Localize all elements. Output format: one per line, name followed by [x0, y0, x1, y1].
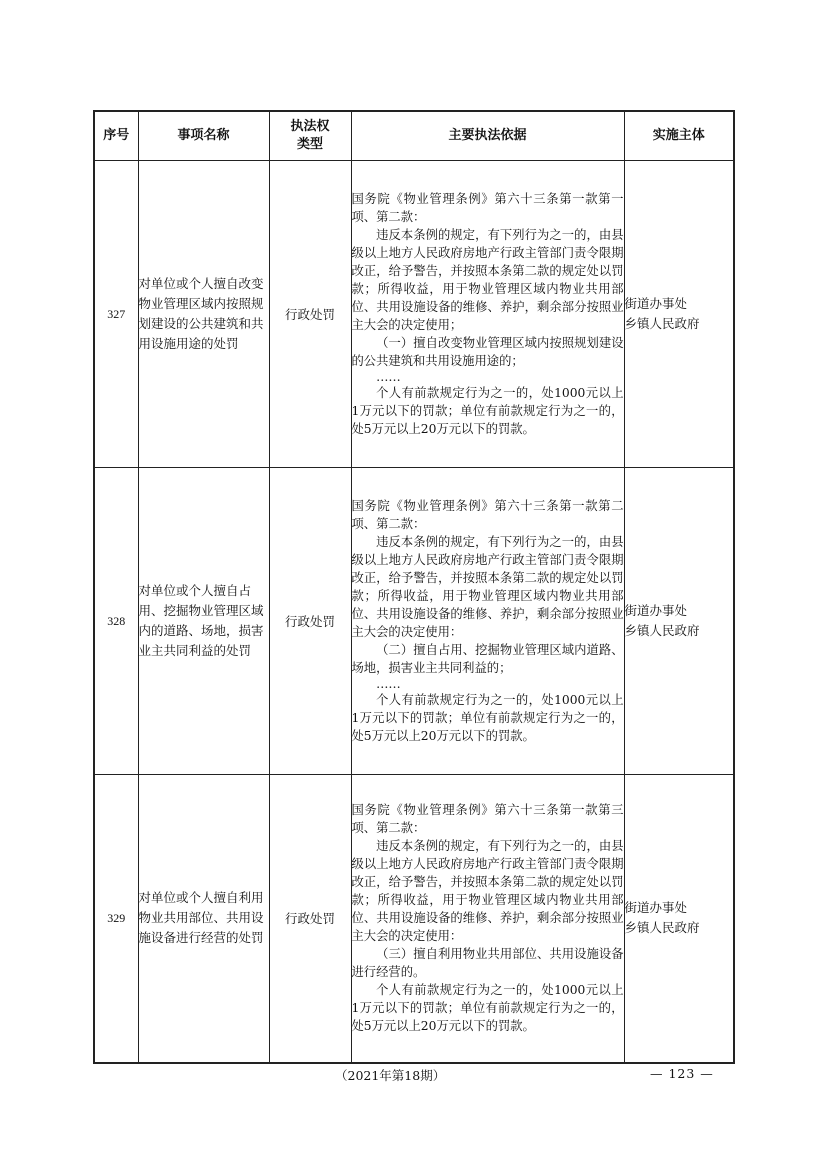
header-basis: 主要执法依据	[351, 111, 624, 161]
row-agency	[624, 468, 734, 775]
issue-number: （2021年第18期）	[335, 1068, 446, 1083]
basis-item: （二）擅自占用、挖掘物业管理区域内道路、场地，损害业主共同利益的；	[351, 643, 624, 675]
agency-line1: 街道办事处	[624, 603, 688, 618]
basis-item: （一）擅自改变物业管理区域内按照规划建设的公共建筑和共用设施用途的；	[351, 336, 624, 368]
basis-citation: 国务院《物业管理条例》第六十三条第一款第一项、第二款：	[351, 192, 624, 224]
row-item-name: 对单位或个人擅自利用物业共用部位、共用设施设备进行经营的处罚	[138, 775, 269, 1063]
table-row	[94, 161, 734, 468]
header-type-line2: 类型	[296, 137, 323, 152]
basis-ellipsis: ……	[376, 370, 401, 384]
basis-clause: 违反本条例的规定，有下列行为之一的，由县级以上地方人民政府房地产行政主管部门责令限期改正，给予警告，并按照本条第二款的规定处以罚款；所得收益，用于物业管理区域内物业共用部位、共用设施设备的维修、养护，剩余部分按照业主大会的决定使用：	[351, 535, 624, 639]
enforcement-table	[93, 110, 735, 1064]
basis-penalty: 个人有前款规定行为之一的，处1000元以上1万元以下的罚款；单位有前款规定行为之一的，处5万元以上20万元以下的罚款。	[351, 386, 624, 436]
basis-citation: 国务院《物业管理条例》第六十三条第一款第三项、第二款：	[351, 803, 624, 836]
header-seq: 序号	[94, 111, 138, 161]
basis-clause: 违反本条例的规定，有下列行为之一的，由县级以上地方人民政府房地产行政主管部门责令限期改正，给予警告，并按照本条第二款的规定处以罚款；所得收益，用于物业管理区域内物业共用部位、共用设施设备的维修、养护，剩余部分按照业主大会的决定使用；	[351, 228, 624, 332]
table-header-row	[94, 111, 734, 161]
basis-penalty: 个人有前款规定行为之一的，处1000元以上1万元以下的罚款；单位有前款规定行为之一的，处5万元以上20万元以下的罚款。	[351, 983, 624, 1034]
agency-line2: 乡镇人民政府	[624, 316, 700, 331]
row-basis	[351, 161, 624, 468]
row-seq: 329	[94, 775, 138, 1063]
row-item-name: 对单位或个人擅自占用、挖掘物业管理区域内的道路、场地，损害业主共同利益的处罚	[138, 468, 269, 775]
header-type	[269, 111, 351, 161]
row-type: 行政处罚	[269, 161, 351, 468]
row-type: 行政处罚	[269, 468, 351, 775]
row-seq: 328	[94, 468, 138, 775]
agency-line2: 乡镇人民政府	[624, 920, 700, 936]
row-item-name: 对单位或个人擅自改变物业管理区域内按照规划建设的公共建筑和共用设施用途的处罚	[138, 161, 269, 468]
agency-line2: 乡镇人民政府	[624, 623, 700, 638]
row-basis	[351, 775, 624, 1063]
basis-ellipsis: ……	[376, 677, 401, 691]
basis-penalty: 个人有前款规定行为之一的，处1000元以上1万元以下的罚款；单位有前款规定行为之一的，处5万元以上20万元以下的罚款。	[351, 693, 624, 743]
header-agency: 实施主体	[624, 111, 734, 161]
row-basis	[351, 468, 624, 775]
basis-citation: 国务院《物业管理条例》第六十三条第一款第二项、第二款：	[351, 499, 624, 531]
basis-clause: 违反本条例的规定，有下列行为之一的，由县级以上地方人民政府房地产行政主管部门责令限期改正，给予警告，并按照本条第二款的规定处以罚款；所得收益，用于物业管理区域内物业共用部位、共用设施设备的维修、养护，剩余部分按照业主大会的决定使用：	[351, 839, 624, 944]
basis-item: （三）擅自利用物业共用部位、共用设施设备进行经营的。	[351, 947, 624, 980]
row-agency	[624, 161, 734, 468]
row-type: 行政处罚	[269, 775, 351, 1063]
agency-line1: 街道办事处	[624, 900, 688, 916]
header-type-line1: 执法权	[290, 119, 330, 134]
row-seq: 327	[94, 161, 138, 468]
row-agency	[624, 775, 734, 1063]
table-row	[94, 775, 734, 1063]
page-number: — 123 —	[650, 1066, 714, 1081]
header-name: 事项名称	[138, 111, 269, 161]
agency-line1: 街道办事处	[624, 296, 688, 311]
table-row	[94, 468, 734, 775]
